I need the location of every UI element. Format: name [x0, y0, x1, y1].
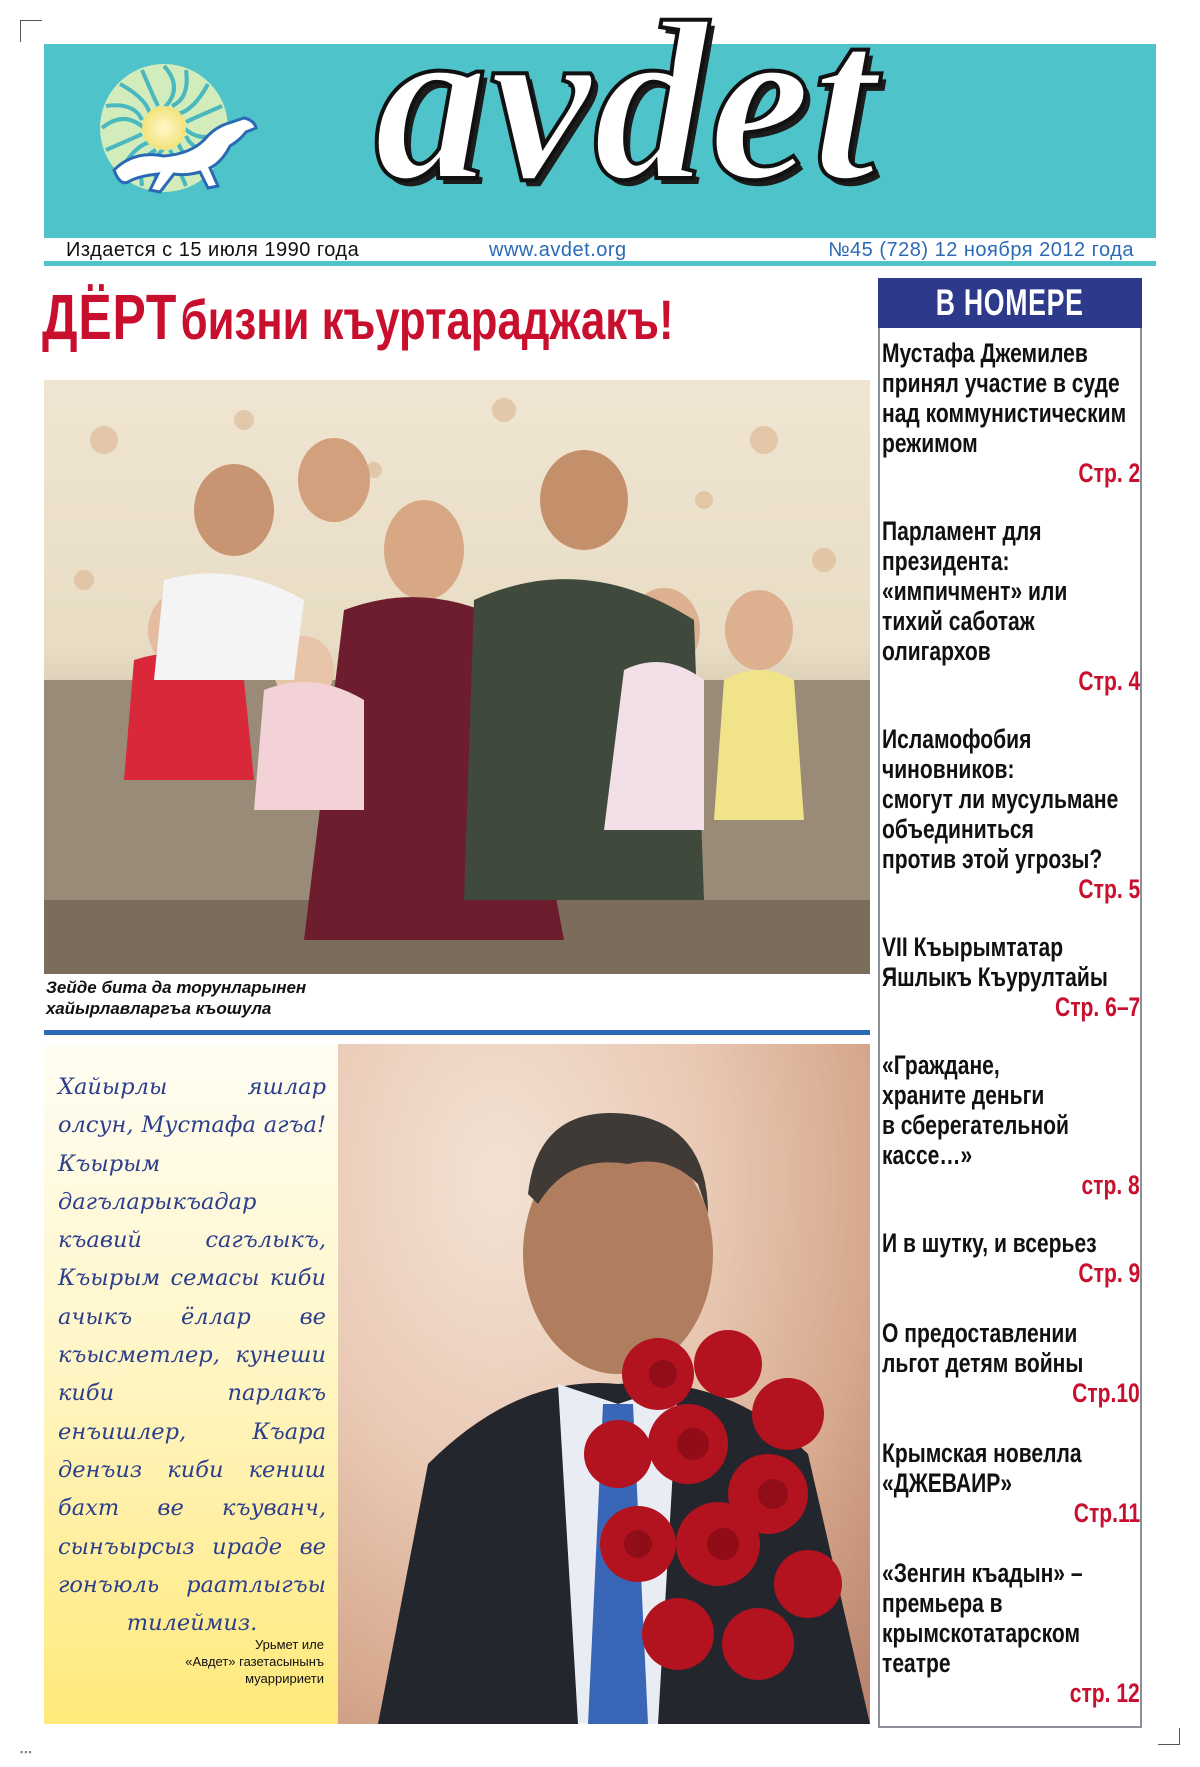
issue-number: №45 (728) 12 ноября 2012 года [828, 239, 1134, 261]
contents-item-page: Стр. 2 [1078, 458, 1140, 488]
main-headline [42, 281, 674, 353]
contents-item-page: Стр. 4 [1078, 666, 1140, 696]
crop-mark [1158, 1744, 1180, 1745]
website-link[interactable]: www.avdet.org [489, 239, 627, 261]
print-color-marks: ▪▪▪ [20, 1747, 33, 1757]
contents-sidebar [878, 278, 1142, 1728]
contents-item-page: Стр. 5 [1078, 874, 1140, 904]
signature-line: муарририети [245, 1671, 324, 1686]
contents-item[interactable] [882, 1050, 1140, 1200]
contents-item-title: О предоставлении льгот детям войны [882, 1318, 1084, 1378]
signature-line: Урьмет иле [254, 1637, 324, 1652]
contents-item[interactable] [882, 1438, 1140, 1528]
contents-item-title: Мустафа Джемилев принял участие в суде над коммунистическим режимом [882, 338, 1127, 458]
contents-item[interactable] [882, 1318, 1140, 1408]
info-bar [44, 238, 1156, 266]
crop-mark [20, 20, 21, 42]
contents-header [878, 278, 1142, 328]
contents-item-page: Стр. 9 [1078, 1258, 1140, 1288]
contents-item-page: Стр. 6–7 [1054, 992, 1140, 1022]
portrait-illustration [338, 1044, 870, 1724]
contents-item[interactable] [882, 516, 1140, 696]
greeting-panel [44, 1044, 338, 1724]
photo-caption [46, 977, 466, 1019]
masthead [44, 0, 1156, 238]
caption-line: хайырлавларгъа къошула [46, 999, 272, 1018]
contents-item-title: Исламофобия чиновников: смогут ли мусульмане объединиться против этой угрозы? [882, 724, 1119, 874]
section-divider [44, 1030, 870, 1035]
greeting-text: Хайырлы яшлар олсун, Мустафа агъа! Къырым дагъларыкъадар къавий сагълыкъ, Къырым семасы киби ачыкъ ёллар ве къысметлер, кунеши киби парлакъ енъишлер, Къара денъиз киби кениш бахт ве къуванч, сынъырсыз ираде ве гонъюль раатлыгъы тилеймиз. [58, 1074, 326, 1637]
contents-item[interactable] [882, 932, 1140, 1022]
contents-title: В НОМЕРЕ [936, 282, 1084, 323]
greeting-signature [124, 1636, 324, 1687]
contents-item-page: стр. 8 [1081, 1170, 1140, 1200]
contents-item[interactable] [882, 724, 1140, 904]
sun-horse-logo-icon [94, 58, 274, 218]
headline-rest: бизни къуртараджакъ! [180, 288, 674, 351]
caption-line: Зейде бита да торунларынен [46, 978, 307, 997]
family-photo-illustration [44, 380, 870, 974]
contents-item-title: Крымская новелла «ДЖЕВАИР» [882, 1438, 1082, 1498]
crop-mark [20, 20, 42, 21]
contents-item[interactable] [882, 1558, 1140, 1708]
contents-item[interactable] [882, 338, 1140, 488]
contents-item-title: «Зенгин къадын» – премьера в крымскотатарском театре [882, 1558, 1083, 1678]
headline-number: ДЁРТ [42, 281, 178, 353]
contents-item-page: Стр.10 [1072, 1378, 1140, 1408]
contents-item-title: И в шутку, и всерьез [882, 1228, 1097, 1258]
portrait-photo [338, 1044, 870, 1724]
contents-item-page: стр. 12 [1069, 1678, 1140, 1708]
crop-mark [1179, 1728, 1180, 1745]
family-photo [44, 380, 870, 974]
contents-item-page: Стр.11 [1073, 1498, 1140, 1528]
contents-item-title: Парламент для президента: «импичмент» или тихий саботаж олигархов [882, 516, 1068, 666]
since-date: Издается с 15 июля 1990 года [66, 239, 360, 261]
contents-item-title: VII Къырымтатар Яшлыкъ Къурултайы [882, 932, 1108, 992]
signature-line: «Авдет» газетасынынъ [185, 1654, 324, 1669]
contents-item-title: «Граждане, храните деньги в сберегательной кассе…» [882, 1050, 1069, 1170]
contents-item[interactable] [882, 1228, 1140, 1288]
brand-wordmark: avdet [374, 0, 878, 228]
